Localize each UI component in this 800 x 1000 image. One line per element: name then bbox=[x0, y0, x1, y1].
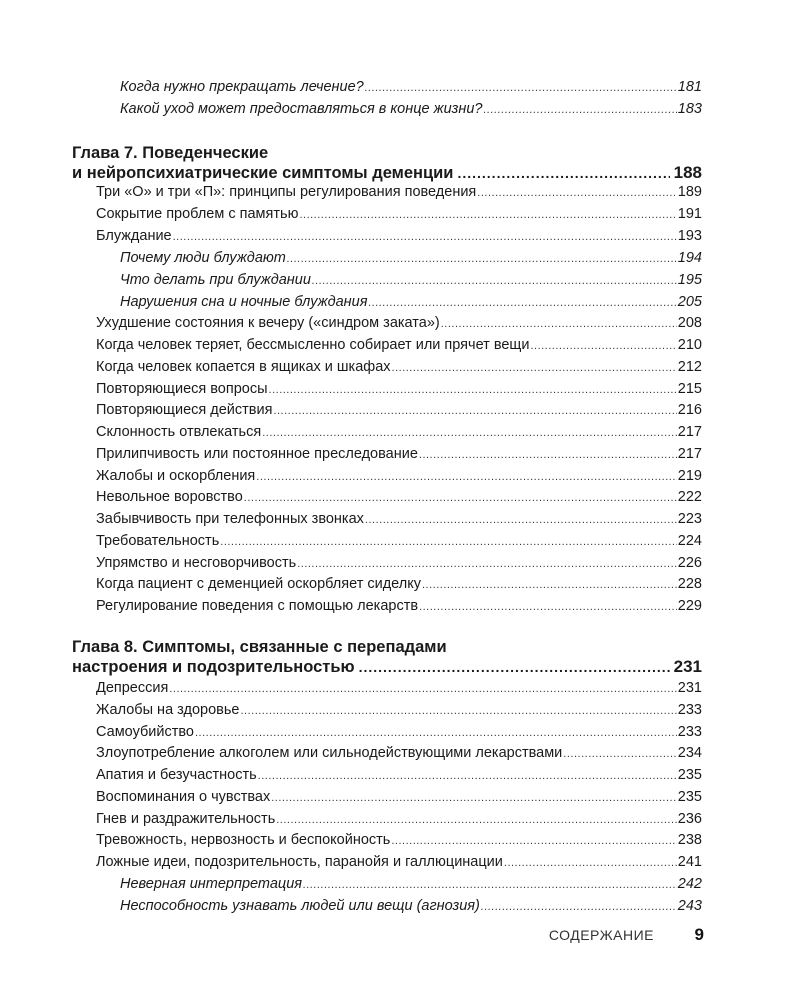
toc-entry-page: 216 bbox=[677, 402, 702, 418]
toc-entry-title: Когда пациент с деменцией оскорбляет сиделку bbox=[96, 576, 421, 592]
toc-entry bbox=[96, 466, 702, 487]
toc-entry bbox=[96, 787, 702, 808]
toc-entry-page: 183 bbox=[677, 101, 702, 117]
toc-entry-page: 241 bbox=[677, 854, 702, 870]
toc-entry bbox=[96, 379, 702, 400]
leader-dots bbox=[359, 658, 670, 677]
toc-entry bbox=[120, 77, 702, 98]
toc-entry-page: 219 bbox=[677, 468, 702, 484]
leader-dots bbox=[195, 723, 677, 743]
leader-dots bbox=[240, 701, 676, 721]
toc-entry-title: Когда человек копается в ящиках и шкафах bbox=[96, 359, 391, 375]
toc-entry-page: 234 bbox=[677, 745, 702, 761]
toc-subentry bbox=[120, 270, 702, 291]
leader-dots bbox=[244, 488, 677, 508]
toc-entry-title: Требовательность bbox=[96, 533, 220, 549]
leader-dots bbox=[483, 100, 676, 120]
leader-dots bbox=[368, 293, 676, 313]
leader-dots bbox=[422, 575, 677, 595]
page-number: 9 bbox=[694, 925, 704, 944]
toc-entry-title: Почему люди блуждают bbox=[120, 250, 286, 266]
leader-dots bbox=[262, 423, 677, 443]
toc-entry bbox=[96, 226, 702, 247]
leader-dots bbox=[504, 853, 677, 873]
toc-entry-page: 193 bbox=[677, 228, 702, 244]
toc-entry-title: Жалобы и оскорбления bbox=[96, 468, 256, 484]
leader-dots bbox=[269, 380, 677, 400]
toc-entry-title: Неспособность узнавать людей или вещи (агнозия) bbox=[120, 898, 480, 914]
toc-entry-title: Сокрытие проблем с памятью bbox=[96, 206, 299, 222]
toc-entry-page: 228 bbox=[677, 576, 702, 592]
toc-entry bbox=[96, 531, 702, 552]
toc-entry-title: Ложные идеи, подозрительность, паранойя и галлюцинации bbox=[96, 854, 503, 870]
toc-entry-page: 217 bbox=[677, 424, 702, 440]
toc-entry-page: 236 bbox=[677, 811, 702, 827]
toc-entry-title: Жалобы на здоровье bbox=[96, 702, 240, 718]
toc-entry bbox=[96, 722, 702, 743]
toc-entry bbox=[96, 357, 702, 378]
toc-entry-page: 242 bbox=[677, 876, 702, 892]
leader-dots bbox=[271, 788, 677, 808]
leader-dots bbox=[481, 897, 677, 917]
toc-entry-page: 191 bbox=[677, 206, 702, 222]
toc-entry bbox=[96, 700, 702, 721]
toc-entry-page: 212 bbox=[677, 359, 702, 375]
toc-entry-title: Склонность отвлекаться bbox=[96, 424, 262, 440]
toc-entry-title: Когда нужно прекращать лечение? bbox=[120, 79, 364, 95]
toc-entry-page: 217 bbox=[677, 446, 702, 462]
toc-entry-title: Тревожность, нервозность и беспокойность bbox=[96, 832, 391, 848]
toc-entry-page: 210 bbox=[677, 337, 702, 353]
toc-entry-page: 195 bbox=[677, 272, 702, 288]
toc-entry-title: Апатия и безучастность bbox=[96, 767, 257, 783]
toc-entry-title: Забывчивость при телефонных звонках bbox=[96, 511, 364, 527]
toc-subentry bbox=[120, 292, 702, 313]
toc-entry-title: Три «О» и три «П»: принципы регулирования поведения bbox=[96, 184, 477, 200]
toc-entry-page: 222 bbox=[677, 489, 702, 505]
toc-entry-page: 229 bbox=[677, 598, 702, 614]
toc-entry-page: 226 bbox=[677, 555, 702, 571]
toc-entry-title: Что делать при блуждании bbox=[120, 272, 311, 288]
leader-dots bbox=[297, 554, 677, 574]
leader-dots bbox=[563, 744, 677, 764]
chapter-8-heading bbox=[72, 638, 702, 677]
toc-entry-page: 235 bbox=[677, 767, 702, 783]
leader-dots bbox=[477, 183, 677, 203]
leader-dots bbox=[441, 314, 677, 334]
chapter-page: 231 bbox=[673, 657, 702, 676]
toc-entry-title: Депрессия bbox=[96, 680, 169, 696]
leader-dots bbox=[312, 271, 677, 291]
toc-entry bbox=[96, 743, 702, 764]
leader-dots bbox=[169, 679, 676, 699]
toc-entry-title: Прилипчивость или постоянное преследование bbox=[96, 446, 418, 462]
toc-entry-title: Ухудшение состояния к вечеру («синдром заката») bbox=[96, 315, 440, 331]
toc-entry bbox=[96, 830, 702, 851]
toc-entry-page: 233 bbox=[677, 702, 702, 718]
toc-entry-page: 238 bbox=[677, 832, 702, 848]
toc-entry-title: Гнев и раздражительность bbox=[96, 811, 276, 827]
toc-entry-title: Нарушения сна и ночные блуждания bbox=[120, 294, 368, 310]
leader-dots bbox=[256, 467, 677, 487]
toc-entry bbox=[96, 852, 702, 873]
toc-entry-page: 243 bbox=[677, 898, 702, 914]
toc-entry-page: 181 bbox=[677, 79, 702, 95]
toc-entry-title: Повторяющиеся действия bbox=[96, 402, 273, 418]
leader-dots bbox=[457, 164, 669, 183]
toc-entry bbox=[96, 574, 702, 595]
toc-subentry bbox=[120, 248, 702, 269]
chapter-page: 188 bbox=[673, 163, 702, 182]
leader-dots bbox=[287, 249, 677, 269]
toc-entry-title: Воспоминания о чувствах bbox=[96, 789, 271, 805]
running-footer-section: СОДЕРЖАНИЕ bbox=[548, 927, 654, 943]
toc-entry bbox=[96, 509, 702, 530]
toc-subentry bbox=[120, 896, 702, 917]
leader-dots bbox=[273, 401, 676, 421]
toc-entry-page: 231 bbox=[677, 680, 702, 696]
toc-entry-title: Упрямство и несговорчивость bbox=[96, 555, 297, 571]
leader-dots bbox=[530, 336, 676, 356]
toc-entry bbox=[120, 99, 702, 120]
leader-dots bbox=[419, 597, 677, 617]
toc-entry-page: 194 bbox=[677, 250, 702, 266]
leader-dots bbox=[299, 205, 676, 225]
leader-dots bbox=[365, 78, 677, 98]
leader-dots bbox=[258, 766, 677, 786]
toc-entry-page: 189 bbox=[677, 184, 702, 200]
toc-entry bbox=[96, 444, 702, 465]
leader-dots bbox=[419, 445, 677, 465]
leader-dots bbox=[392, 358, 677, 378]
leader-dots bbox=[173, 227, 677, 247]
toc-entry-page: 233 bbox=[677, 724, 702, 740]
toc-entry bbox=[96, 487, 702, 508]
toc-entry-page: 235 bbox=[677, 789, 702, 805]
toc-entry-title: Неверная интерпретация bbox=[120, 876, 303, 892]
toc-entry bbox=[96, 678, 702, 699]
toc-entry-page: 224 bbox=[677, 533, 702, 549]
toc-entry-page: 208 bbox=[677, 315, 702, 331]
leader-dots bbox=[303, 875, 677, 895]
page-footer bbox=[0, 925, 800, 949]
leader-dots bbox=[220, 532, 677, 552]
toc-entry-page: 205 bbox=[677, 294, 702, 310]
toc-entry bbox=[96, 596, 702, 617]
toc-entry-title: Невольное воровство bbox=[96, 489, 243, 505]
toc-entry-title: Блуждание bbox=[96, 228, 172, 244]
chapter-title-line1: Глава 8. Симптомы, связанные с перепадами bbox=[72, 638, 447, 656]
toc-entry bbox=[96, 204, 702, 225]
chapter-title-line2: и нейропсихиатрические симптомы деменции bbox=[72, 164, 454, 182]
toc-subentry bbox=[120, 874, 702, 895]
toc-entry bbox=[96, 809, 702, 830]
toc-entry bbox=[96, 313, 702, 334]
toc-entry-title: Регулирование поведения с помощью лекарств bbox=[96, 598, 419, 614]
chapter-title-line2: настроения и подозрительностью bbox=[72, 658, 355, 676]
toc-entry-page: 215 bbox=[677, 381, 702, 397]
leader-dots bbox=[365, 510, 677, 530]
toc-entry bbox=[96, 765, 702, 786]
toc-entry bbox=[96, 422, 702, 443]
toc-entry-title: Когда человек теряет, бессмысленно собирает или прячет вещи bbox=[96, 337, 530, 353]
toc-entry-title: Самоубийство bbox=[96, 724, 194, 740]
leader-dots bbox=[276, 810, 677, 830]
toc-entry-title: Злоупотребление алкоголем или сильнодействующими лекарствами bbox=[96, 745, 563, 761]
toc-entry bbox=[96, 400, 702, 421]
toc-entry-title: Какой уход может предоставляться в конце жизни? bbox=[120, 101, 483, 117]
chapter-7-heading bbox=[72, 144, 702, 183]
toc-entry bbox=[96, 553, 702, 574]
toc-entry bbox=[96, 335, 702, 356]
toc-entry-page: 223 bbox=[677, 511, 702, 527]
toc-entry bbox=[96, 182, 702, 203]
chapter-title-line1: Глава 7. Поведенческие bbox=[72, 144, 269, 162]
leader-dots bbox=[391, 831, 676, 851]
toc-entry-title: Повторяющиеся вопросы bbox=[96, 381, 268, 397]
